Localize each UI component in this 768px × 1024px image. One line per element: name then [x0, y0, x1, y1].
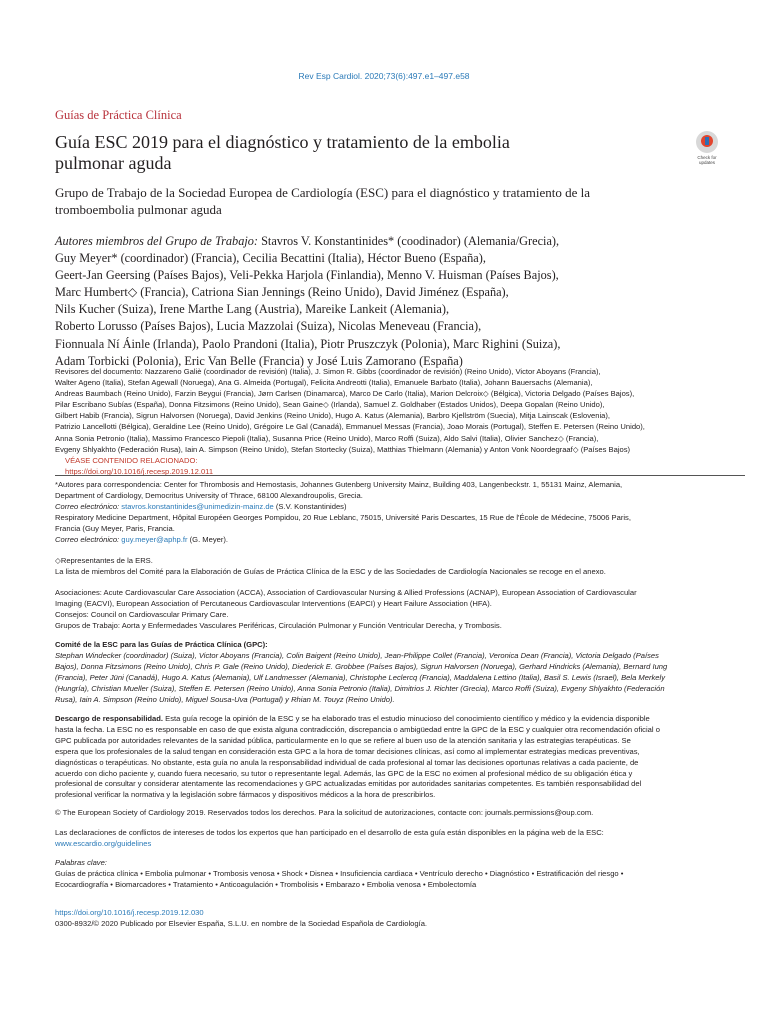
committee-block — [55, 640, 755, 705]
ers-block — [55, 556, 755, 578]
keywords-label: Palabras clave: — [55, 858, 107, 867]
committee-line: (Francia), Peter Jüni (Canadá), Hugo A. Katus (Alemania), Ulf Landmesser (Alemania), Christophe Leclercq (Francia), Maddalena Lettino (Italia), Basil S. Lewis (Israel), Bela Merkely — [55, 672, 665, 682]
disclaimer-line: acuerdo con dicho paciente y, cuando fuera necesario, su tutor o representante legal. Además, las GPC de la ESC no eximen al profesional médico de su obligación ética y — [55, 768, 633, 778]
author-line: Stavros V. Konstantinides* (coodinador) (Alemania/Grecia), — [258, 234, 560, 248]
correspondence-block — [55, 480, 755, 545]
reviewers-line: Gilbert Habib (Francia), Sigrun Halvorsen (Noruega), David Jenkins (Reino Unido), Hugo A. Katus (Alemania), Barbro Kjellström (Suecia), Mitja Lainscak (Eslovenia), — [55, 411, 610, 421]
author-line: Adam Torbicki (Polonia), Eric Van Belle (Francia) y José Luis Zamorano (España) — [55, 353, 463, 368]
committee-line: (Hungría), Christian Mueller (Suiza), Steffen E. Petersen (Reino Unido), Anna Sonia Petronio (Italia), Dimitrios J. Richter (Grecia), Marco Roffi (Suiza), Evgeny Shlyakhto (Federación — [55, 683, 665, 693]
respiratory-line: Francia (Guy Meyer, Paris, Francia. — [55, 523, 175, 533]
committee-line: Stephan Windecker (coordinador) (Suiza), Victor Aboyans (Francia), Colin Baigent (Reino Unido), Jean-Philippe Collet (Francia), Veronica Dean (Francia), Victoria Delgado (Países — [55, 650, 659, 660]
related-doi-link[interactable]: https://doi.org/10.1016/j.recesp.2019.12.011 — [65, 466, 214, 476]
subtitle-line: Grupo de Trabajo de la Sociedad Europea de Cardiología (ESC) para el diagnóstico y tratamiento de la — [55, 185, 591, 200]
email-link-konstantinides[interactable]: stavros.konstantinides@unimedizin-mainz.de — [121, 501, 274, 511]
reviewers-line: Patrizio Lancellotti (Bélgica), Geraldine Lee (Reino Unido), Grégoire Le Gal (Canadá), Emmanuel Messas (Francia), Joao Morais (Portugal), Steffen E. Petersen (Reino Unido), — [55, 422, 645, 432]
footer-block — [55, 908, 755, 930]
ers-line: ◇Representantes de la ERS. — [55, 556, 153, 565]
email-owner: (S.V. Konstantinides) — [273, 501, 347, 511]
conflicts-line: Las declaraciones de conflictos de intereses de todos los expertos que han participado en el desarrollo de esta guía están disponibles en la página web de la ESC: — [55, 828, 604, 837]
keywords-line: Guías de práctica clínica • Embolia pulmonar • Trombosis venosa • Shock • Disnea • Insuficiencia cardiaca • Ventrículo derecho • Diagnóstico • Estratificación del riesgo • — [55, 868, 624, 878]
disclaimer-block — [55, 714, 755, 801]
email-label: Correo electrónico: — [55, 534, 120, 544]
author-line: Roberto Lorusso (Países Bajos), Lucia Mazzolai (Suiza), Nicolas Meneveau (Francia), — [55, 319, 482, 334]
disclaimer-line: profesional verificar la normativa y la legislación sobre fármacos y dispositivos médicos a la hora de prescribirlos. — [55, 790, 436, 800]
disclaimer-line: profesional de consultar y considerar atentamente las recomendaciones y GPC actualizadas emitidas por autoridades sanitarias competentes. Es también responsabilidad del — [55, 779, 642, 789]
issn-line: 0300-8932/© 2020 Publicado por Elsevier España, S.L.U. en nombre de la Sociedad Española de Cardiología. — [55, 918, 428, 928]
disclaimer-line: hasta la fecha. La ESC no es responsable en caso de que exista alguna contradicción, discrepancia o ambigüedad entre la GPC de la ESC y cualquier otra recomendación oficial o — [55, 724, 660, 734]
email-link-meyer[interactable]: guy.meyer@aphp.fr — [121, 534, 188, 544]
author-line: Guy Meyer* (coordinador) (Francia), Cecilia Becattini (Italia), Héctor Bueno (España), — [55, 251, 486, 266]
keywords-line: Ecocardiografía • Biomarcadores • Tratamiento • Anticoagulación • Trombolisis • Embarazo • Embolia venosa • Embolectomía — [55, 879, 477, 889]
disclaimer-line: diagnósticas o terapéuticas. No obstante, esta guía no anula la responsabilidad individual de cada profesional al tomar las decisiones oportunas relativas a cada paciente, de — [55, 757, 639, 767]
author-line: Nils Kucher (Suiza), Irene Marthe Lang (Austria), Mareike Lankeit (Alemania), — [55, 302, 450, 317]
subtitle-line: tromboembolia pulmonar aguda — [55, 202, 222, 217]
journal-reference[interactable]: Rev Esp Cardiol. 2020;73(6):497.e1–497.e58 — [298, 71, 470, 81]
reviewers-line: Walter Ageno (Italia), Stefan Agewall (Noruega), Ana G. Almeida (Portugal), Felicita Andreotti (Italia), Emanuele Barbato (Italia), Johann Bauersachs (Alemania), — [55, 378, 593, 388]
reviewers-line: Revisores del documento: Nazzareno Galiè (coordinador de revisión) (Italia), J. Simon R. Gibbs (coordinador de revisión) (Reino Unido), Victor Aboyans (Francia), — [55, 367, 601, 376]
email-label: Correo electrónico: — [55, 501, 120, 511]
copyright-line: © The European Society of Cardiology 2019. Reservados todos los derechos. Para la solicitud de autorizaciones, contacte con: journals.permissions@oup.com. — [55, 808, 594, 817]
authors-block — [55, 233, 745, 370]
associations-line: Consejos: Council on Cardiovascular Primary Care. — [55, 609, 229, 619]
disclaimer-line: Esta guía recoge la opinión de la ESC y se ha elaborado tras el estudio minucioso del conocimiento científico y médico y la evidencia disponible — [163, 714, 650, 723]
correspondence-line: Department of Cardiology, Democritus University of Thrace, 68100 Alexandroupolis, Grecia. — [55, 490, 363, 500]
check-for-updates-badge[interactable] — [692, 131, 722, 171]
title-line: Guía ESC 2019 para el diagnóstico y tratamiento de la embolia — [55, 132, 510, 152]
disclaimer-heading: Descargo de responsabilidad. — [55, 714, 164, 723]
escardio-link[interactable]: www.escardio.org/guidelines — [55, 838, 152, 848]
author-line: Fionnuala Ní Áinle (Irlanda), Paolo Prandoni (Italia), Piotr Pruszczyk (Polonia), Marc Righini (Suiza), — [55, 336, 561, 351]
disclaimer-line: espera que los profesionales de la salud tengan en consideración esta GPC a la hora de tomar decisiones clínicas, así como al implementar estrategias medicas preventivas, — [55, 746, 640, 756]
reviewers-line: Evgeny Shlyakhto (Federación Rusa), Iain A. Simpson (Reino Unido), Stefan Stortecky (Suiza), Matthias Thielmann (Alemania) y Anton Vonk Noordegraaf◇ (Países Bajos) — [55, 444, 631, 454]
committee-line: Bajos), Donna Fitzsimons (Reino Unido), Chris P. Gale (Reino Unido), Diederick E. Grobbee (Países Bajos), Sigrun Halvorsen (Noruega), Gerhard Hindricks (Alemania), Bernard Iung — [55, 661, 668, 671]
ers-line: La lista de miembros del Comité para la Elaboración de Guías de Práctica Clínica de la ESC y de las Sociedades de Cardiología Nacionales se recoge en el anexo. — [55, 566, 606, 576]
reviewers-block — [55, 366, 755, 477]
author-line: Geert-Jan Geersing (Países Bajos), Veli-Pekka Harjola (Finlandia), Menno V. Huisman (Países Bajos), — [55, 268, 559, 283]
associations-line: Imaging (EACVI), European Association of Percutaneous Cardiovascular Interventions (EAPCI) y Heart Failure Association (HFA). — [55, 598, 492, 608]
see-related-label: VÉASE CONTENIDO RELACIONADO: — [65, 455, 198, 465]
authors-label: Autores miembros del Grupo de Trabajo: — [55, 234, 259, 248]
author-line: Marc Humbert◇ (Francia), Catriona Sian Jennings (Reino Unido), David Jiménez (España), — [55, 285, 509, 300]
subtitle — [55, 184, 735, 218]
check-updates-label: Check for updates — [697, 155, 717, 165]
check-updates-icon — [696, 131, 718, 153]
reviewers-line: Andreas Baumbach (Reino Unido), Farzin Beygui (Francia), Jørn Carlsen (Dinamarca), Marco De Carlo (Italia), Marion Delcroix◇ (Bélgica), Victoria Delgado (Países Bajos), — [55, 389, 635, 399]
email-owner: (G. Meyer). — [187, 534, 229, 544]
doi-link[interactable]: https://doi.org/10.1016/j.recesp.2019.12.030 — [55, 908, 204, 917]
section-label: Guías de Práctica Clínica — [55, 108, 182, 122]
associations-block — [55, 588, 755, 632]
associations-line: Asociaciones: Acute Cardiovascular Care Association (ACCA), Association of Cardiovascular Nursing & Allied Professions (ACNAP), European Association of Cardiovascular — [55, 588, 637, 597]
correspondence-line: *Autores para correspondencia: Center for Thrombosis and Hemostasis, Johannes Gutenberg University Mainz, Building 403, Langenbeckstr. 1, 55131 Mainz, Alemania, — [55, 480, 623, 489]
keywords-block — [55, 858, 755, 891]
reviewers-line: Anna Sonia Petronio (Italia), Massimo Francesco Piepoli (Italia), Susanna Price (Reino Unido), Marco Roffi (Suiza), Aldo Salvi (Italia), Olivier Sanchez◇ (Francia), — [55, 433, 599, 443]
committee-line: Rusa), Iain A. Simpson (Reino Unido), Miguel Sousa-Uva (Portugal) y Rhian M. Touyz (Reino Unido). — [55, 694, 395, 704]
conflicts-block — [55, 828, 755, 850]
reviewers-line: Pilar Escribano Subías (España), Donna Fitzsimons (Reino Unido), Sean Gaine◇ (Irlanda), Samuel Z. Goldhaber (Estados Unidos), Deepa Gopalan (Reino Unido), — [55, 400, 605, 410]
disclaimer-line: GPC publicada por autoridades relevantes de la sanidad pública, particularmente en lo que se refiere al buen uso de la atención sanitaria y las estrategias terapéuticas. Se — [55, 735, 631, 745]
divider — [55, 475, 745, 476]
title-line: pulmonar aguda — [55, 153, 172, 173]
respiratory-line: Respiratory Medicine Department, Hôpital Européen Georges Pompidou, 20 Rue Leblanc, 75015, Université Paris Descartes, 15 Rue de l'École de Médecine, 75006 Paris, — [55, 512, 631, 522]
associations-line: Grupos de Trabajo: Aorta y Enfermedades Vasculares Periféricas, Circulación Pulmonar y Función Ventricular Derecha, y Trombosis. — [55, 620, 502, 630]
committee-heading: Comité de la ESC para las Guías de Práctica Clínica (GPC): — [55, 640, 268, 649]
page-title — [55, 132, 655, 174]
